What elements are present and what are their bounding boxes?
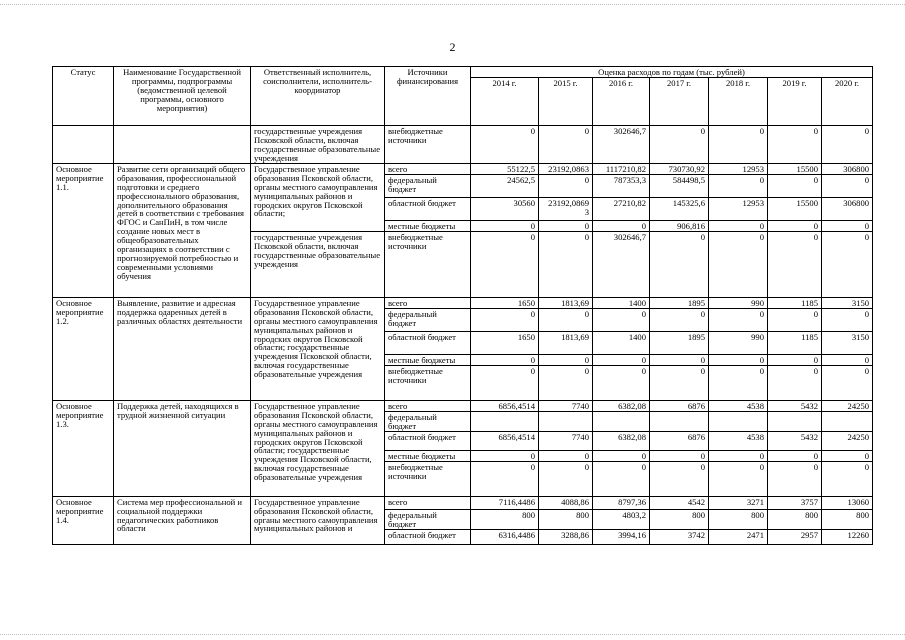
value-cell: 5432 bbox=[768, 400, 822, 411]
value-cell: 3271 bbox=[709, 496, 768, 509]
value-cell bbox=[539, 411, 593, 431]
value-cell: 0 bbox=[709, 308, 768, 331]
value-cell: 30560 bbox=[471, 197, 539, 220]
value-cell: 1895 bbox=[650, 297, 709, 308]
expenditure-table bbox=[52, 66, 873, 545]
value-cell: 0 bbox=[709, 354, 768, 365]
value-cell: 2957 bbox=[768, 529, 822, 544]
value-cell: 23192,0869 3 bbox=[539, 197, 593, 220]
value-cell: 990 bbox=[709, 297, 768, 308]
header-name: Наименование Государственной программы, подпрограммы (ведомственной целевой программы, основного мероприятия) bbox=[114, 67, 251, 126]
value-cell: 13060 bbox=[822, 496, 873, 509]
table-row bbox=[53, 163, 873, 174]
value-cell: 0 bbox=[650, 354, 709, 365]
value-cell: 6856,4514 bbox=[471, 431, 539, 450]
value-cell: 0 bbox=[593, 354, 650, 365]
value-cell: 7740 bbox=[539, 400, 593, 411]
value-cell: 0 bbox=[539, 354, 593, 365]
status-cell: Основное мероприятие 1.1. bbox=[53, 163, 114, 297]
page-bottom-edge bbox=[0, 634, 905, 635]
value-cell: 0 bbox=[709, 231, 768, 297]
table-row bbox=[53, 496, 873, 509]
table-row bbox=[53, 297, 873, 308]
value-cell: 0 bbox=[822, 461, 873, 496]
source-cell: всего bbox=[385, 400, 471, 411]
value-cell: 0 bbox=[471, 461, 539, 496]
value-cell: 0 bbox=[768, 354, 822, 365]
value-cell: 800 bbox=[822, 509, 873, 529]
value-cell: 0 bbox=[539, 126, 593, 164]
value-cell: 1400 bbox=[593, 297, 650, 308]
value-cell: 0 bbox=[593, 461, 650, 496]
value-cell: 0 bbox=[650, 231, 709, 297]
value-cell: 24250 bbox=[822, 431, 873, 450]
header-estimate: Оценка расходов по годам (тыс. рублей) bbox=[471, 67, 873, 78]
header-status: Статус bbox=[53, 67, 114, 126]
value-cell: 800 bbox=[768, 509, 822, 529]
source-cell: всего bbox=[385, 297, 471, 308]
value-cell: 0 bbox=[471, 126, 539, 164]
source-cell: областной бюджет bbox=[385, 197, 471, 220]
value-cell: 4088,86 bbox=[539, 496, 593, 509]
source-cell: федеральный бюджет bbox=[385, 411, 471, 431]
value-cell: 800 bbox=[539, 509, 593, 529]
value-cell: 800 bbox=[471, 509, 539, 529]
value-cell: 4803,2 bbox=[593, 509, 650, 529]
header-year: 2014 г. bbox=[471, 78, 539, 126]
value-cell: 0 bbox=[822, 450, 873, 461]
value-cell: 0 bbox=[471, 220, 539, 231]
value-cell: 302646,7 bbox=[593, 231, 650, 297]
value-cell: 0 bbox=[650, 450, 709, 461]
value-cell: 0 bbox=[539, 365, 593, 400]
executor-cell: Государственное управление образования Псковской области, органы местного самоуправления муниципальных районов и bbox=[251, 496, 385, 544]
value-cell: 0 bbox=[539, 220, 593, 231]
value-cell: 24250 bbox=[822, 400, 873, 411]
page-top-edge bbox=[0, 4, 905, 5]
value-cell bbox=[650, 411, 709, 431]
value-cell: 0 bbox=[822, 220, 873, 231]
source-cell: внебюджетные источники bbox=[385, 231, 471, 297]
source-cell: внебюджетные источники bbox=[385, 126, 471, 164]
value-cell: 0 bbox=[768, 365, 822, 400]
value-cell: 23192,0863 bbox=[539, 163, 593, 174]
value-cell: 0 bbox=[822, 365, 873, 400]
value-cell: 3150 bbox=[822, 297, 873, 308]
executor-cell: государственные учреждения Псковской области, включая государственные образовательные учреждения bbox=[251, 231, 385, 297]
value-cell: 584498,5 bbox=[650, 174, 709, 197]
value-cell: 3150 bbox=[822, 331, 873, 354]
header-year: 2019 г. bbox=[768, 78, 822, 126]
header-year: 2016 г. bbox=[593, 78, 650, 126]
value-cell: 0 bbox=[768, 174, 822, 197]
value-cell: 6382,08 bbox=[593, 400, 650, 411]
header-year: 2018 г. bbox=[709, 78, 768, 126]
value-cell: 5432 bbox=[768, 431, 822, 450]
value-cell: 800 bbox=[650, 509, 709, 529]
value-cell bbox=[709, 411, 768, 431]
value-cell: 0 bbox=[822, 354, 873, 365]
value-cell: 12953 bbox=[709, 197, 768, 220]
value-cell: 0 bbox=[539, 450, 593, 461]
header-year: 2020 г. bbox=[822, 78, 873, 126]
value-cell: 3757 bbox=[768, 496, 822, 509]
header-year: 2017 г. bbox=[650, 78, 709, 126]
value-cell: 3994,16 bbox=[593, 529, 650, 544]
value-cell: 1895 bbox=[650, 331, 709, 354]
value-cell: 0 bbox=[539, 231, 593, 297]
source-cell: федеральный бюджет bbox=[385, 509, 471, 529]
value-cell: 787353,3 bbox=[593, 174, 650, 197]
value-cell: 0 bbox=[650, 365, 709, 400]
executor-cell: Государственное управление образования Псковской области, органы местного самоуправления муниципальных районов и городских округов Псковской области; государственные учреждения Псковской области, включая государственные образовательные учреждения bbox=[251, 400, 385, 496]
value-cell: 4538 bbox=[709, 400, 768, 411]
source-cell: областной бюджет bbox=[385, 431, 471, 450]
value-cell: 0 bbox=[593, 308, 650, 331]
value-cell: 0 bbox=[768, 231, 822, 297]
name-cell: Развитие сети организаций общего образования, профессиональной подготовки и среднего профессионального образования, дополнительного образования детей в соответствии с требования ФГОС и СанПиН, в том числе создание новых мест в общеобразовательных организациях в соответствии с прогнозируемой потребностью и современными условиями обучения bbox=[114, 163, 251, 297]
value-cell: 0 bbox=[593, 220, 650, 231]
value-cell: 24562,5 bbox=[471, 174, 539, 197]
table-row bbox=[53, 126, 873, 164]
header-year: 2015 г. bbox=[539, 78, 593, 126]
executor-cell: Государственное управление образования Псковской области, органы местного самоуправления муниципальных районов и городских округов Псковской области; bbox=[251, 163, 385, 231]
header-executor: Ответственный исполнитель, соисполнители, исполнитель-координатор bbox=[251, 67, 385, 126]
value-cell bbox=[593, 411, 650, 431]
value-cell: 0 bbox=[709, 126, 768, 164]
value-cell: 0 bbox=[650, 308, 709, 331]
value-cell: 0 bbox=[593, 365, 650, 400]
value-cell: 12260 bbox=[822, 529, 873, 544]
value-cell: 6876 bbox=[650, 431, 709, 450]
value-cell: 0 bbox=[593, 450, 650, 461]
table-row bbox=[53, 400, 873, 411]
value-cell: 1813,69 bbox=[539, 331, 593, 354]
name-cell: Выявление, развитие и адресная поддержка одаренных детей в различных областях деятельности bbox=[114, 297, 251, 400]
value-cell: 0 bbox=[709, 174, 768, 197]
source-cell: местные бюджеты bbox=[385, 354, 471, 365]
value-cell: 6856,4514 bbox=[471, 400, 539, 411]
source-cell: федеральный бюджет bbox=[385, 308, 471, 331]
value-cell: 7116,4486 bbox=[471, 496, 539, 509]
source-cell: местные бюджеты bbox=[385, 450, 471, 461]
value-cell: 906,816 bbox=[650, 220, 709, 231]
name-cell: Поддержка детей, находящихся в трудной жизненной ситуации bbox=[114, 400, 251, 496]
value-cell: 0 bbox=[768, 126, 822, 164]
value-cell: 27210,82 bbox=[593, 197, 650, 220]
value-cell: 1185 bbox=[768, 297, 822, 308]
value-cell: 4538 bbox=[709, 431, 768, 450]
value-cell: 302646,7 bbox=[593, 126, 650, 164]
value-cell: 0 bbox=[709, 461, 768, 496]
value-cell: 0 bbox=[768, 450, 822, 461]
value-cell: 0 bbox=[539, 461, 593, 496]
value-cell: 0 bbox=[709, 220, 768, 231]
value-cell: 1400 bbox=[593, 331, 650, 354]
executor-cell: Государственное управление образования Псковской области, органы местного самоуправления муниципальных районов и городских округов Псковской области; государственные учреждения Псковской области, включая государственные образовательные учреждения bbox=[251, 297, 385, 400]
value-cell: 0 bbox=[471, 354, 539, 365]
header-row bbox=[53, 67, 873, 78]
value-cell bbox=[471, 411, 539, 431]
value-cell: 1650 bbox=[471, 331, 539, 354]
value-cell: 0 bbox=[709, 450, 768, 461]
header-sources: Источники финансирования bbox=[385, 67, 471, 126]
value-cell: 4542 bbox=[650, 496, 709, 509]
value-cell: 3288,86 bbox=[539, 529, 593, 544]
status-cell: Основное мероприятие 1.2. bbox=[53, 297, 114, 400]
value-cell: 6876 bbox=[650, 400, 709, 411]
source-cell: областной бюджет bbox=[385, 529, 471, 544]
value-cell: 0 bbox=[822, 174, 873, 197]
source-cell: областной бюджет bbox=[385, 331, 471, 354]
name-cell bbox=[114, 126, 251, 164]
value-cell: 1185 bbox=[768, 331, 822, 354]
value-cell: 8797,36 bbox=[593, 496, 650, 509]
status-cell: Основное мероприятие 1.3. bbox=[53, 400, 114, 496]
value-cell: 6382,08 bbox=[593, 431, 650, 450]
value-cell: 0 bbox=[768, 220, 822, 231]
source-cell: местные бюджеты bbox=[385, 220, 471, 231]
value-cell: 15500 bbox=[768, 197, 822, 220]
name-cell: Система мер профессиональной и социальной поддержки педагогических работников области bbox=[114, 496, 251, 544]
value-cell: 3742 bbox=[650, 529, 709, 544]
value-cell: 0 bbox=[822, 231, 873, 297]
value-cell: 1117210,82 bbox=[593, 163, 650, 174]
value-cell: 990 bbox=[709, 331, 768, 354]
value-cell: 55122,5 bbox=[471, 163, 539, 174]
status-cell bbox=[53, 126, 114, 164]
value-cell: 1813,69 bbox=[539, 297, 593, 308]
value-cell: 7740 bbox=[539, 431, 593, 450]
value-cell: 0 bbox=[822, 126, 873, 164]
value-cell: 0 bbox=[471, 365, 539, 400]
value-cell: 6316,4486 bbox=[471, 529, 539, 544]
value-cell: 0 bbox=[709, 365, 768, 400]
value-cell: 0 bbox=[471, 450, 539, 461]
value-cell: 12953 bbox=[709, 163, 768, 174]
value-cell: 0 bbox=[768, 461, 822, 496]
value-cell: 2471 bbox=[709, 529, 768, 544]
value-cell: 306800 bbox=[822, 197, 873, 220]
value-cell: 0 bbox=[768, 308, 822, 331]
value-cell: 0 bbox=[650, 461, 709, 496]
value-cell: 800 bbox=[709, 509, 768, 529]
value-cell: 0 bbox=[539, 308, 593, 331]
value-cell bbox=[768, 411, 822, 431]
value-cell: 15500 bbox=[768, 163, 822, 174]
executor-cell: государственные учреждения Псковской области, включая государственные образовательные учреждения bbox=[251, 126, 385, 164]
status-cell: Основное мероприятие 1.4. bbox=[53, 496, 114, 544]
value-cell: 730730,92 bbox=[650, 163, 709, 174]
source-cell: федеральный бюджет bbox=[385, 174, 471, 197]
value-cell: 306800 bbox=[822, 163, 873, 174]
source-cell: всего bbox=[385, 163, 471, 174]
value-cell: 0 bbox=[539, 174, 593, 197]
value-cell: 1650 bbox=[471, 297, 539, 308]
source-cell: внебюджетные источники bbox=[385, 365, 471, 400]
source-cell: внебюджетные источники bbox=[385, 461, 471, 496]
value-cell bbox=[822, 411, 873, 431]
value-cell: 145325,6 bbox=[650, 197, 709, 220]
value-cell: 0 bbox=[822, 308, 873, 331]
source-cell: всего bbox=[385, 496, 471, 509]
value-cell: 0 bbox=[471, 231, 539, 297]
value-cell: 0 bbox=[471, 308, 539, 331]
value-cell: 0 bbox=[650, 126, 709, 164]
page-number: 2 bbox=[449, 40, 456, 54]
